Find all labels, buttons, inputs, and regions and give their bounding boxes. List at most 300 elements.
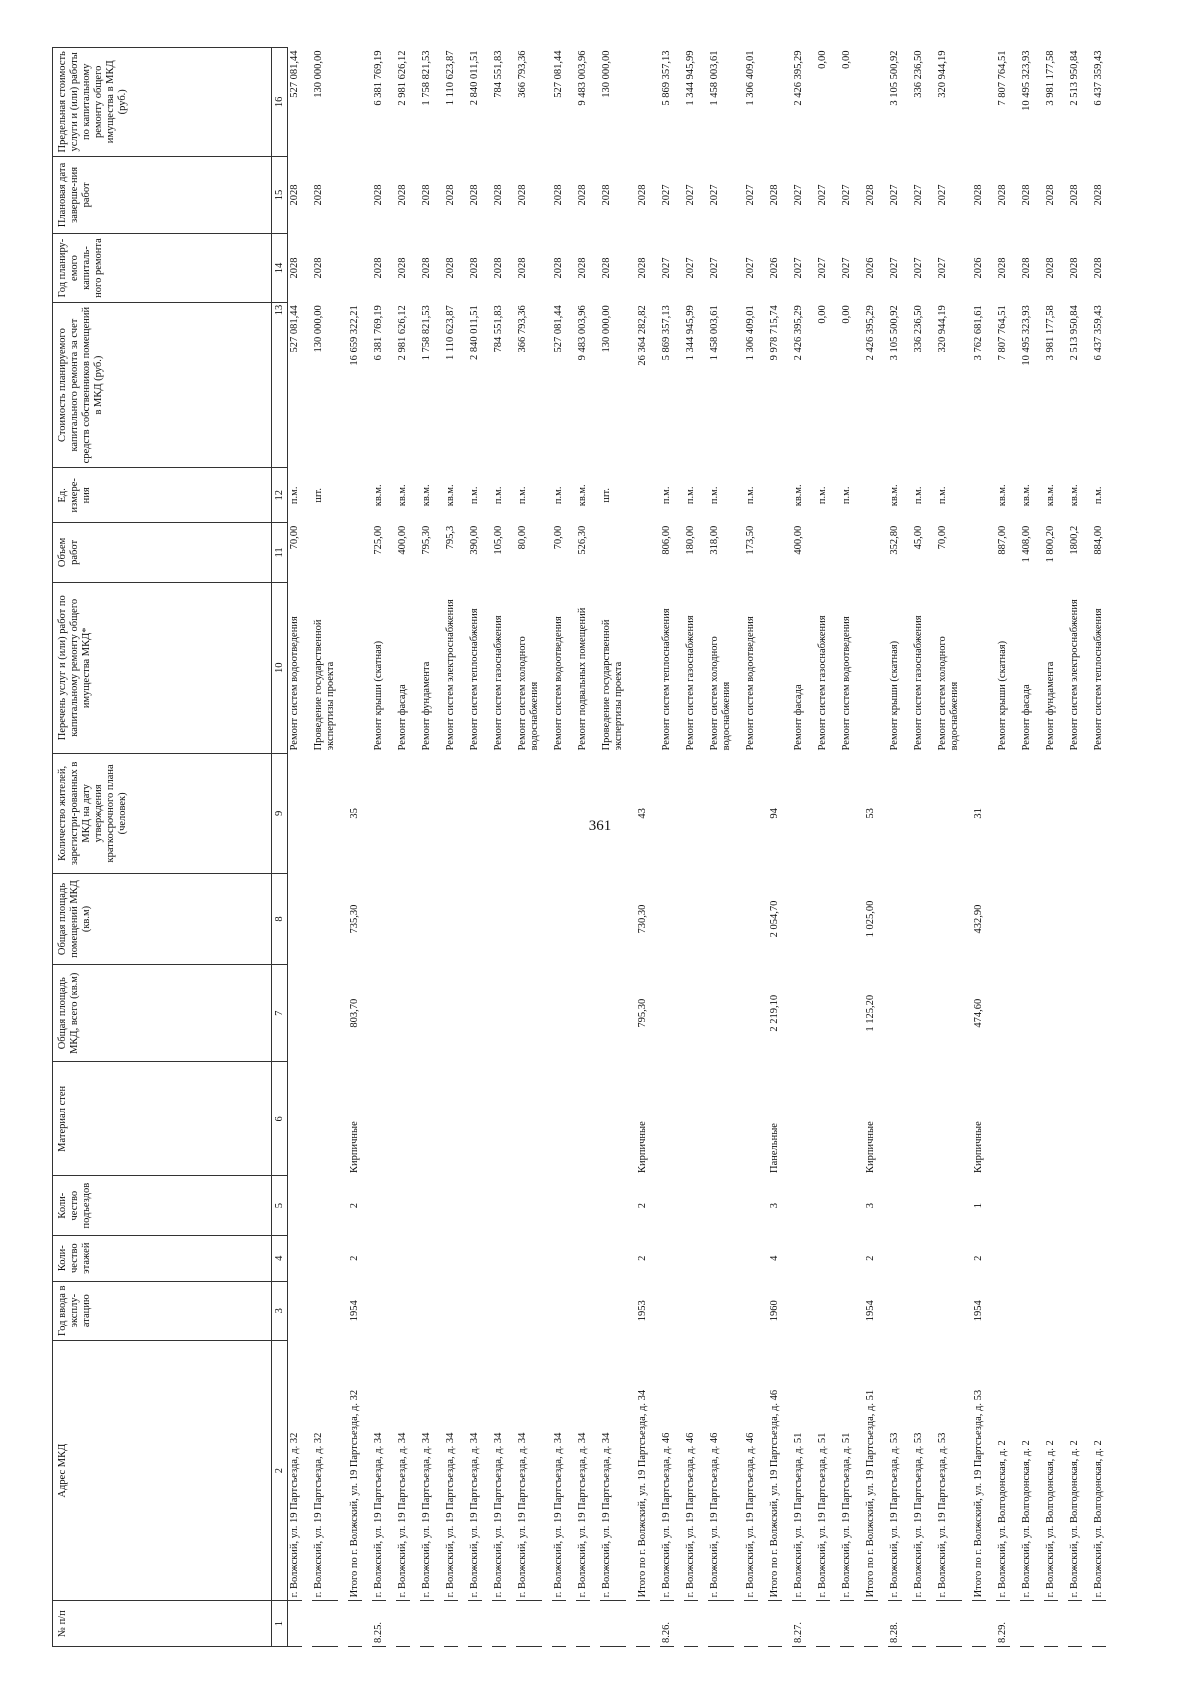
cell-col-2: г. Волжский, ул. 19 Партсъезда, д. 34 — [576, 1340, 590, 1600]
cell-col-4 — [1044, 1235, 1058, 1281]
cell-col-15: 2027 — [841, 184, 852, 206]
cell-col-16: 1 110 623,87 — [445, 50, 456, 106]
cell-col-1 — [600, 1601, 626, 1647]
spacer-cell — [626, 48, 636, 1647]
cell-col-12: п.м. — [1093, 486, 1104, 505]
row-spacer — [1010, 48, 1020, 1647]
column-header-8: Общая площадь помещений МКД (кв.м) — [53, 873, 272, 964]
table-row — [348, 48, 362, 1647]
cell-col-8 — [912, 873, 926, 964]
cell-col-11: 806,00 — [661, 525, 672, 555]
cell-col-7 — [888, 965, 902, 1062]
cell-col-10: Ремонт систем холодного водоснабжения — [709, 636, 732, 751]
cell-col-12: кв.м. — [1021, 484, 1032, 507]
cell-col-6 — [684, 1062, 698, 1176]
table-row — [288, 48, 303, 1647]
cell-col-16: 527 081,44 — [553, 50, 564, 98]
cell-col-6 — [996, 1062, 1010, 1176]
cell-col-10: Ремонт фундамента — [421, 661, 432, 751]
cell-col-5 — [840, 1176, 854, 1235]
cell-col-10: Ремонт подвальных помещений — [577, 607, 588, 751]
column-number-row — [272, 48, 288, 1647]
cell-col-3: 1954 — [973, 1300, 984, 1322]
cell-col-14: 2028 — [637, 257, 648, 279]
table-row — [600, 48, 626, 1647]
cell-col-14: 2028 — [1021, 257, 1032, 279]
cell-col-4 — [792, 1235, 806, 1281]
cell-col-15: 2028 — [577, 184, 588, 206]
cell-col-8 — [492, 873, 506, 964]
cell-col-3 — [744, 1281, 758, 1340]
cell-col-9 — [576, 753, 590, 873]
column-number-1: 1 — [272, 1601, 288, 1647]
cell-col-5 — [492, 1176, 506, 1235]
cell-col-14: 2028 — [289, 257, 300, 279]
cell-col-8 — [660, 873, 674, 964]
cell-col-6: Кирпичные — [865, 1121, 876, 1173]
cell-col-10: Ремонт систем газоснабжения — [913, 615, 924, 751]
cell-col-1 — [396, 1601, 410, 1647]
cell-col-5 — [420, 1176, 434, 1235]
column-header-4: Коли-чество этажей — [53, 1235, 272, 1281]
cell-col-11: 105,00 — [493, 525, 504, 555]
row-spacer — [854, 48, 864, 1647]
cell-col-16: 1 758 821,53 — [421, 50, 432, 106]
table-row — [840, 48, 854, 1647]
cell-col-11: 795,3 — [445, 525, 456, 550]
row-spacer — [482, 48, 492, 1647]
cell-col-2: г. Волжский, ул. Волгодонская, д. 2 — [1020, 1340, 1034, 1600]
cell-col-6 — [840, 1062, 854, 1176]
cell-col-7 — [1068, 965, 1082, 1062]
cell-col-4: 4 — [769, 1255, 780, 1261]
cell-col-4 — [684, 1235, 698, 1281]
cell-col-10: Ремонт систем теплоснабжения — [661, 608, 672, 751]
cell-col-13: 1 758 821,53 — [421, 305, 432, 361]
cell-col-13: 26 364 282,82 — [637, 305, 648, 366]
cell-col-4 — [744, 1235, 758, 1281]
cell-col-13: 16 659 322,21 — [349, 305, 360, 366]
cell-col-1 — [864, 1601, 878, 1647]
cell-col-13: 336 236,50 — [913, 305, 924, 353]
cell-col-1 — [708, 1601, 734, 1647]
cell-col-16: 2 426 395,29 — [793, 50, 804, 106]
cell-col-3 — [792, 1281, 806, 1340]
cell-col-6 — [744, 1062, 758, 1176]
cell-col-13: 10 495 323,93 — [1021, 305, 1032, 366]
cell-col-2: г. Волжский, ул. Волгодонская, д. 2 — [1044, 1340, 1058, 1600]
cell-col-8: 2 054,70 — [769, 900, 780, 938]
cell-col-15: 2028 — [1093, 184, 1104, 206]
spacer-cell — [878, 48, 888, 1647]
cell-col-15: 2027 — [745, 184, 756, 206]
cell-col-2: г. Волжский, ул. 19 Партсъезда, д. 46 — [744, 1340, 758, 1600]
cell-col-3 — [1020, 1281, 1034, 1340]
cell-col-9 — [468, 753, 482, 873]
cell-col-15: 2027 — [937, 184, 948, 206]
cell-col-13: 784 551,83 — [493, 305, 504, 353]
cell-col-13: 5 869 357,13 — [661, 305, 672, 361]
cell-col-4 — [816, 1235, 830, 1281]
cell-col-7: 795,30 — [637, 998, 648, 1028]
cell-col-11: 173,50 — [745, 525, 756, 555]
table-row — [468, 48, 482, 1647]
spacer-cell — [926, 48, 936, 1647]
cell-col-7 — [792, 965, 806, 1062]
spacer-cell — [1058, 48, 1068, 1647]
cell-col-10: Ремонт систем газоснабжения — [817, 615, 828, 751]
cell-col-8 — [516, 873, 542, 964]
cell-col-3 — [420, 1281, 434, 1340]
cell-col-1 — [1044, 1601, 1058, 1647]
cell-col-5 — [468, 1176, 482, 1235]
cell-col-6 — [576, 1062, 590, 1176]
cell-col-8 — [288, 873, 303, 964]
cell-col-12: п.м. — [517, 486, 528, 505]
cell-col-6 — [288, 1062, 303, 1176]
cell-col-2: г. Волжский, ул. 19 Партсъезда, д. 46 — [660, 1340, 674, 1600]
cell-col-6: Кирпичные — [349, 1121, 360, 1173]
cell-col-4 — [492, 1235, 506, 1281]
row-spacer — [878, 48, 888, 1647]
cell-col-13: 3 762 681,61 — [973, 305, 984, 361]
cell-col-7 — [1092, 965, 1106, 1062]
cell-col-16: 6 381 769,19 — [373, 50, 384, 106]
cell-col-7 — [912, 965, 926, 1062]
cell-col-14: 2028 — [445, 257, 456, 279]
cell-col-13: 0,00 — [817, 305, 828, 324]
cell-col-1: 8.27. — [792, 1601, 806, 1647]
spacer-cell — [758, 48, 768, 1647]
cell-col-2: г. Волжский, ул. 19 Партсъезда, д. 32 — [312, 1340, 338, 1600]
cell-col-14: 2027 — [793, 257, 804, 279]
cell-col-4: 2 — [973, 1255, 984, 1261]
column-header-9: Количество жителей, зарегистри-рованных в МКД на дату утверждения краткосрочного плана (человек) — [53, 753, 272, 873]
table-row — [420, 48, 434, 1647]
cell-col-16 — [864, 48, 878, 157]
cell-col-7 — [936, 965, 962, 1062]
row-spacer — [650, 48, 660, 1647]
cell-col-8 — [396, 873, 410, 964]
cell-col-9 — [492, 753, 506, 873]
table-row — [1092, 48, 1106, 1647]
table-row — [1020, 48, 1034, 1647]
cell-col-9: 94 — [769, 808, 780, 819]
table-row — [1068, 48, 1082, 1647]
spacer-cell — [458, 48, 468, 1647]
cell-col-16: 7 807 764,51 — [997, 50, 1008, 106]
cell-col-2: г. Волжский, ул. 19 Партсъезда, д. 53 — [888, 1340, 902, 1600]
cell-col-7 — [1044, 965, 1058, 1062]
cell-col-16: 2 513 950,84 — [1069, 50, 1080, 106]
cell-col-5 — [312, 1176, 338, 1235]
cell-col-12: п.м. — [841, 486, 852, 505]
cell-col-14: 2027 — [661, 257, 672, 279]
column-header-15: Плановая дата заверше-ния работ — [53, 156, 272, 234]
cell-col-6 — [396, 1062, 410, 1176]
cell-col-16: 784 551,83 — [493, 50, 504, 98]
cell-col-15: 2027 — [793, 184, 804, 206]
column-header-14: Год планиру-емого капиталь-ного ремонта — [53, 234, 272, 303]
spacer-cell — [482, 48, 492, 1647]
cell-col-15: 2028 — [373, 184, 384, 206]
row-spacer — [758, 48, 768, 1647]
cell-col-2: г. Волжский, ул. 19 Партсъезда, д. 32 — [288, 1340, 303, 1600]
column-header-6: Материал стен — [53, 1062, 272, 1176]
cell-col-7 — [816, 965, 830, 1062]
table-row — [1044, 48, 1058, 1647]
cell-col-9 — [744, 753, 758, 873]
cell-col-15: 2028 — [865, 184, 876, 206]
cell-col-11: 1 800,20 — [1045, 525, 1056, 563]
cell-col-6 — [792, 1062, 806, 1176]
cell-col-6 — [468, 1062, 482, 1176]
cell-col-16: 9 483 003,96 — [577, 50, 588, 106]
cell-col-5 — [1044, 1176, 1058, 1235]
cell-col-15: 2028 — [553, 184, 564, 206]
cell-col-12: п.м. — [913, 486, 924, 505]
cell-col-11 — [636, 523, 650, 582]
cell-col-11: 884,00 — [1093, 525, 1104, 555]
cell-col-7 — [288, 965, 303, 1062]
cell-col-15: 2027 — [661, 184, 672, 206]
spacer-cell — [698, 48, 708, 1647]
table-row — [768, 48, 782, 1647]
cell-col-10: Ремонт систем электроснабжения — [445, 599, 456, 751]
cell-col-4 — [396, 1235, 410, 1281]
cell-col-10 — [768, 582, 782, 753]
column-number-2: 2 — [272, 1340, 288, 1600]
table-row — [972, 48, 986, 1647]
cell-col-6 — [912, 1062, 926, 1176]
cell-col-8: 730,30 — [637, 904, 648, 934]
column-header-16: Предельная стоимость услуги и (или) работы по капитальному ремонту общего имущества в МКД (руб.) — [53, 48, 272, 157]
table-row — [396, 48, 410, 1647]
cell-col-2: г. Волжский, ул. 19 Партсъезда, д. 51 — [792, 1340, 806, 1600]
cell-col-10: Проведение государственной экспертизы проекта — [313, 619, 336, 751]
cell-col-1 — [576, 1601, 590, 1647]
table-row — [912, 48, 926, 1647]
cell-col-12: п.м. — [553, 486, 564, 505]
cell-col-15: 2028 — [769, 184, 780, 206]
cell-col-11: 1800,2 — [1069, 525, 1080, 555]
cell-col-15: 2028 — [397, 184, 408, 206]
cell-col-12: кв.м. — [889, 484, 900, 507]
cell-col-14: 2026 — [865, 257, 876, 279]
cell-col-13: 2 426 395,29 — [865, 305, 876, 361]
spacer-cell — [1082, 48, 1092, 1647]
cell-col-5 — [396, 1176, 410, 1235]
cell-col-5 — [372, 1176, 386, 1235]
cell-col-14: 2028 — [313, 257, 324, 279]
cell-col-13: 2 840 011,51 — [469, 305, 480, 361]
table-row — [636, 48, 650, 1647]
cell-col-14: 2028 — [397, 257, 408, 279]
row-spacer — [1034, 48, 1044, 1647]
cell-col-14: 2028 — [577, 257, 588, 279]
cell-col-11: 352,80 — [889, 525, 900, 555]
cell-col-15: 2028 — [313, 184, 324, 206]
cell-col-10 — [636, 582, 650, 753]
spacer-cell — [806, 48, 816, 1647]
cell-col-5: 2 — [637, 1203, 648, 1209]
spacer-cell — [302, 48, 312, 1647]
cell-col-9 — [600, 753, 626, 873]
cell-col-12: п.м. — [289, 486, 300, 505]
cell-col-3 — [1044, 1281, 1058, 1340]
cell-col-6 — [936, 1062, 962, 1176]
cell-col-13: 527 081,44 — [553, 305, 564, 353]
cell-col-2: г. Волжский, ул. 19 Партсъезда, д. 51 — [840, 1340, 854, 1600]
cell-col-14: 2027 — [685, 257, 696, 279]
cell-col-7 — [444, 965, 458, 1062]
cell-col-2: Итого по г. Волжский, ул. 19 Партсъезда, д. 46 — [768, 1340, 782, 1600]
cell-col-15: 2028 — [1069, 184, 1080, 206]
cell-col-9 — [912, 753, 926, 873]
cell-col-9 — [936, 753, 962, 873]
cell-col-3 — [576, 1281, 590, 1340]
cell-col-14: 2027 — [709, 257, 720, 279]
cell-col-11 — [312, 523, 338, 582]
cell-col-8 — [1092, 873, 1106, 964]
cell-col-10: Ремонт крыши (скатная) — [997, 640, 1008, 751]
column-number-12: 12 — [272, 468, 288, 523]
cell-col-3: 1960 — [769, 1300, 780, 1322]
cell-col-13: 3 981 177,58 — [1045, 305, 1056, 361]
cell-col-5 — [744, 1176, 758, 1235]
cell-col-10: Ремонт систем теплоснабжения — [469, 608, 480, 751]
row-spacer — [362, 48, 372, 1647]
rotated-table-container — [52, 47, 1167, 1647]
cell-col-9: 43 — [637, 808, 648, 819]
cell-col-1 — [816, 1601, 830, 1647]
cell-col-5 — [576, 1176, 590, 1235]
cell-col-2: г. Волжский, ул. 19 Партсъезда, д. 34 — [600, 1340, 626, 1600]
cell-col-5 — [936, 1176, 962, 1235]
cell-col-13: 1 110 623,87 — [445, 305, 456, 361]
cell-col-10: Ремонт систем электроснабжения — [1069, 599, 1080, 751]
cell-col-15: 2028 — [637, 184, 648, 206]
cell-col-4 — [312, 1235, 338, 1281]
cell-col-14: 2028 — [493, 257, 504, 279]
cell-col-5 — [996, 1176, 1010, 1235]
row-spacer — [962, 48, 972, 1647]
cell-col-14: 2028 — [517, 257, 528, 279]
spacer-cell — [410, 48, 420, 1647]
spacer-cell — [674, 48, 684, 1647]
cell-col-11 — [348, 523, 362, 582]
cell-col-12: шт. — [313, 488, 324, 503]
row-spacer — [926, 48, 936, 1647]
cell-col-8 — [312, 873, 338, 964]
cell-col-2: г. Волжский, ул. 19 Партсъезда, д. 53 — [912, 1340, 926, 1600]
cell-col-12: п.м. — [709, 486, 720, 505]
cell-col-16: 0,00 — [841, 50, 852, 69]
cell-col-5 — [912, 1176, 926, 1235]
cell-col-16: 336 236,50 — [913, 50, 924, 98]
row-spacer — [782, 48, 792, 1647]
cell-col-7: 1 125,20 — [865, 994, 876, 1032]
cell-col-16 — [972, 48, 986, 157]
cell-col-5 — [816, 1176, 830, 1235]
cell-col-11: 180,00 — [685, 525, 696, 555]
cell-col-7 — [708, 965, 734, 1062]
cell-col-8 — [600, 873, 626, 964]
cell-col-7 — [420, 965, 434, 1062]
row-spacer — [1082, 48, 1092, 1647]
cell-col-5 — [552, 1176, 566, 1235]
table-row — [576, 48, 590, 1647]
cell-col-8: 432,90 — [973, 904, 984, 934]
cell-col-11: 45,00 — [913, 525, 924, 550]
spacer-cell — [782, 48, 792, 1647]
cell-col-5 — [516, 1176, 542, 1235]
cell-col-1 — [288, 1601, 303, 1647]
spacer-cell — [338, 48, 348, 1647]
cell-col-9: 35 — [349, 808, 360, 819]
cell-col-10: Ремонт фасада — [397, 684, 408, 751]
cell-col-1 — [1068, 1601, 1082, 1647]
cell-col-9 — [552, 753, 566, 873]
cell-col-12 — [768, 468, 782, 523]
column-number-3: 3 — [272, 1281, 288, 1340]
column-number-13: 13 — [272, 302, 288, 468]
row-spacer — [458, 48, 468, 1647]
cell-col-16: 5 869 357,13 — [661, 50, 672, 106]
row-spacer — [1058, 48, 1068, 1647]
cell-col-13: 9 978 715,74 — [769, 305, 780, 361]
cell-col-15: 2028 — [601, 184, 612, 206]
cell-col-16: 1 306 409,01 — [745, 50, 756, 106]
cell-col-13: 6 437 359,43 — [1093, 305, 1104, 361]
cell-col-12: п.м. — [493, 486, 504, 505]
cell-col-9: 53 — [865, 808, 876, 819]
cell-col-1 — [912, 1601, 926, 1647]
cell-col-15: 2028 — [1045, 184, 1056, 206]
column-number-16: 16 — [272, 48, 288, 157]
cell-col-9 — [792, 753, 806, 873]
cell-col-4 — [912, 1235, 926, 1281]
cell-col-2: г. Волжский, ул. 19 Партсъезда, д. 46 — [684, 1340, 698, 1600]
cell-col-10: Ремонт систем газоснабжения — [685, 615, 696, 751]
cell-col-1 — [840, 1601, 854, 1647]
cell-col-14: 2028 — [421, 257, 432, 279]
cell-col-3 — [312, 1281, 338, 1340]
cell-col-16: 2 981 626,12 — [397, 50, 408, 106]
cell-col-11: 70,00 — [937, 525, 948, 550]
cell-col-15: 2027 — [913, 184, 924, 206]
cell-col-14 — [348, 234, 362, 303]
cell-col-2: г. Волжский, ул. 19 Партсъезда, д. 34 — [396, 1340, 410, 1600]
row-spacer — [734, 48, 744, 1647]
cell-col-14: 2027 — [817, 257, 828, 279]
table-row — [492, 48, 506, 1647]
cell-col-1 — [312, 1601, 338, 1647]
table-row — [996, 48, 1010, 1647]
cell-col-12: кв.м. — [397, 484, 408, 507]
row-spacer — [566, 48, 576, 1647]
column-header-10: Перечень услуг и (или) работ по капитальному ремонту общего имущества МКД* — [53, 582, 272, 753]
spacer-cell — [590, 48, 600, 1647]
cell-col-12 — [348, 468, 362, 523]
row-spacer — [542, 48, 552, 1647]
cell-col-11 — [816, 523, 830, 582]
row-spacer — [626, 48, 636, 1647]
cell-col-4 — [996, 1235, 1010, 1281]
cell-col-7 — [996, 965, 1010, 1062]
cell-col-10 — [864, 582, 878, 753]
cell-col-15: 2028 — [493, 184, 504, 206]
